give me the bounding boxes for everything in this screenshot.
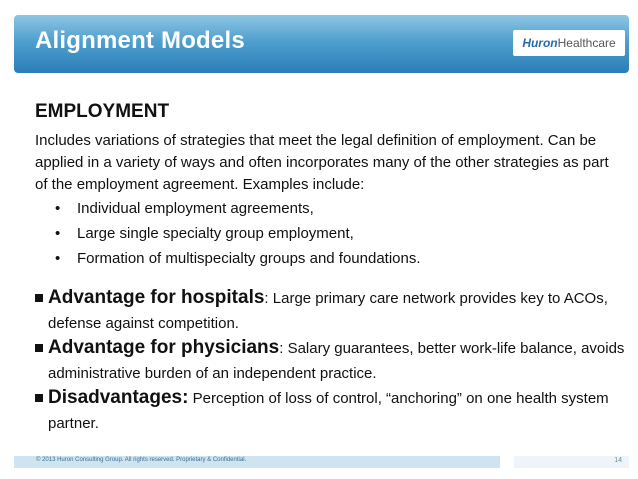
slide-title: Alignment Models <box>35 27 245 54</box>
point-text: Salary guarantees, better work-life balance, avoids <box>283 340 625 357</box>
footer-copyright: © 2013 Huron Consulting Group. All rights reserved. Proprietary & Confidential. <box>36 457 247 463</box>
square-bullet-icon <box>35 344 43 352</box>
point-continuation: administrative burden of an independent practice. <box>48 365 377 382</box>
bullet-icon: • <box>55 200 61 217</box>
logo-healthcare-text: Healthcare <box>557 36 616 50</box>
point-advantage-hospitals: Advantage for hospitals: Large primary care network provides key to ACOs, defense against competition. <box>35 285 630 336</box>
list-item: • Formation of multispecialty groups and foundations. <box>55 246 625 271</box>
examples-list <box>35 196 625 271</box>
point-advantage-physicians: Advantage for physicians: Salary guarantees, better work-life balance, avoids administrative burden of an independent practice. <box>35 335 630 386</box>
point-text: Large primary care network provides key to ACOs, <box>268 290 608 307</box>
point-lead: Advantage for hospitals <box>48 287 265 308</box>
point-text: Perception of loss of control, “anchoring” on one health system <box>188 390 609 407</box>
huron-healthcare-logo <box>513 30 625 56</box>
square-bullet-icon <box>35 294 43 302</box>
point-lead: Advantage for physicians <box>48 337 280 358</box>
point-continuation: defense against competition. <box>48 315 239 332</box>
page-number: 14 <box>614 457 622 464</box>
point-disadvantages <box>35 385 630 436</box>
point-lead: Disadvantages: <box>48 387 189 408</box>
point-continuation: partner. <box>48 415 99 432</box>
logo-huron-text: Huron <box>522 36 558 50</box>
section-heading: EMPLOYMENT <box>35 101 170 122</box>
list-item: • Individual employment agreements, <box>55 196 625 221</box>
page-number-box <box>514 456 629 468</box>
list-item: • Large single specialty group employment, <box>55 221 625 246</box>
section-description: Includes variations of strategies that meet the legal definition of employment. Can be applied in a variety of ways and often incorporates many of the other strategies as part of the employment agreement. Examples include: <box>35 132 609 193</box>
square-bullet-icon <box>35 394 43 402</box>
bullet-icon: • <box>55 225 61 242</box>
bullet-icon: • <box>55 250 61 267</box>
